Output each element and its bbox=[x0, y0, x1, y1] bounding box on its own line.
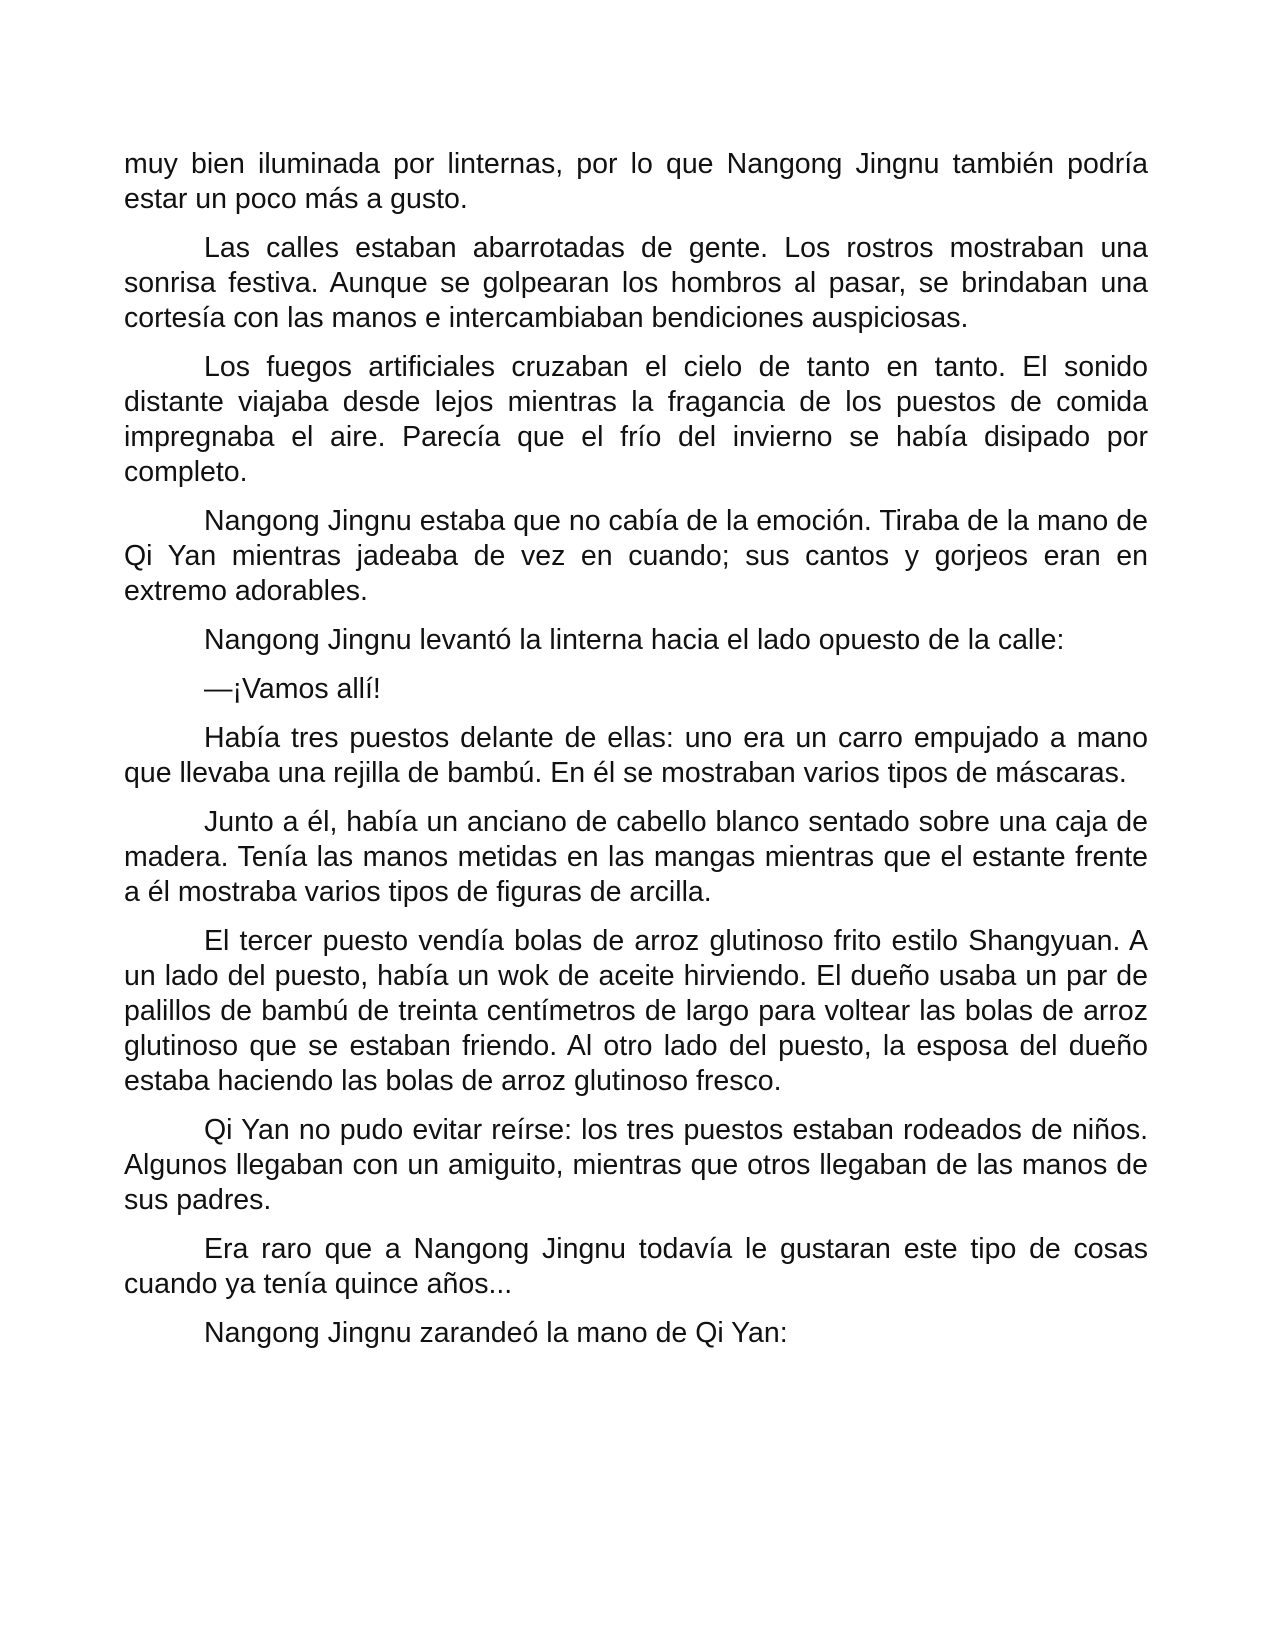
dialogue-line: —¡Vamos allí! bbox=[204, 673, 381, 705]
paragraph: Qi Yan no pudo evitar reírse: los tres puestos estaban rodeados de niños. Algunos llegaban con un amiguito, mientras que otros llegaban de las manos de sus padres. bbox=[124, 1114, 1148, 1216]
paragraph: Junto a él, había un anciano de cabello blanco sentado sobre una caja de madera. Tenía las manos metidas en las mangas mientras que el estante frente a él mostraba varios tipos de figuras de arcilla. bbox=[124, 806, 1148, 908]
paragraph: Nangong Jingnu estaba que no cabía de la emoción. Tiraba de la mano de Qi Yan mientras jadeaba de vez en cuando; sus cantos y gorjeos eran en extremo adorables. bbox=[124, 505, 1148, 607]
paragraph: El tercer puesto vendía bolas de arroz glutinoso frito estilo Shangyuan. A un lado del puesto, había un wok de aceite hirviendo. El dueño usaba un par de palillos de bambú de treinta centímetros de largo para voltear las bolas de arroz glutinoso que se estaban friendo. Al otro lado del puesto, la esposa del dueño estaba haciendo las bolas de arroz glutinoso fresco. bbox=[124, 925, 1148, 1097]
paragraph: Nangong Jingnu levantó la linterna hacia el lado opuesto de la calle: bbox=[204, 624, 1065, 656]
paragraph: Nangong Jingnu zarandeó la mano de Qi Yan: bbox=[204, 1317, 788, 1349]
paragraph: Era raro que a Nangong Jingnu todavía le gustaran este tipo de cosas cuando ya tenía quince años... bbox=[124, 1233, 1148, 1300]
paragraph: muy bien iluminada por linternas, por lo que Nangong Jingnu también podría estar un poco más a gusto. bbox=[124, 148, 1148, 215]
paragraph: Los fuegos artificiales cruzaban el cielo de tanto en tanto. El sonido distante viajaba desde lejos mientras la fragancia de los puestos de comida impregnaba el aire. Parecía que el frío del invierno se había disipado por completo. bbox=[124, 351, 1148, 488]
paragraph: Las calles estaban abarrotadas de gente. Los rostros mostraban una sonrisa festiva. Aunque se golpearan los hombros al pasar, se brindaban una cortesía con las manos e intercambiaban bendiciones auspiciosas. bbox=[124, 232, 1148, 334]
paragraph: Había tres puestos delante de ellas: uno era un carro empujado a mano que llevaba una rejilla de bambú. En él se mostraban varios tipos de máscaras. bbox=[124, 722, 1148, 789]
body-text bbox=[124, 147, 1148, 1365]
